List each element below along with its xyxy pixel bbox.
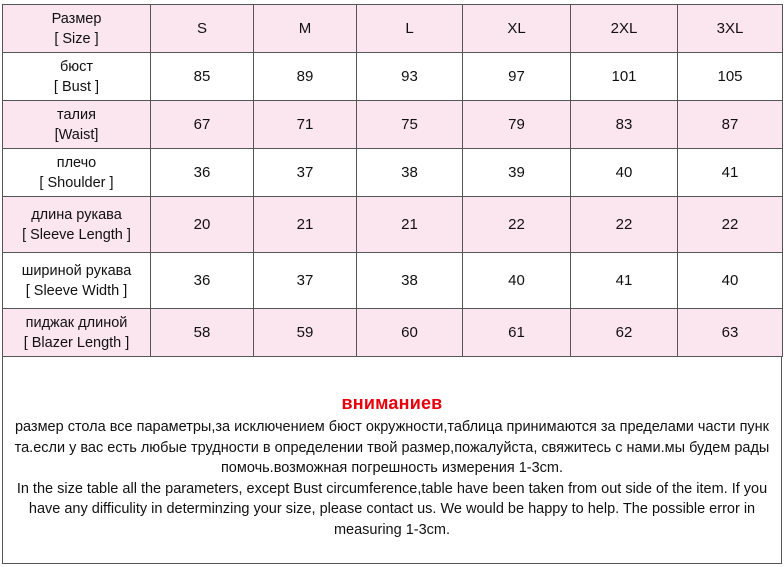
header-label: Размер (51, 10, 102, 27)
row-label-cell (3, 149, 151, 197)
table-cell: 21 (357, 197, 463, 253)
size-header-m: M (254, 5, 357, 53)
table-cell: 85 (151, 53, 254, 101)
header-label-cell (3, 5, 151, 53)
table-cell: 59 (254, 309, 357, 357)
table-cell: 71 (254, 101, 357, 149)
table-cell: 41 (678, 149, 783, 197)
size-header-2xl: 2XL (571, 5, 678, 53)
table-cell: 22 (571, 197, 678, 253)
table-cell: 39 (463, 149, 571, 197)
table-cell: 36 (151, 253, 254, 309)
table-cell: 79 (463, 101, 571, 149)
row-label-cell (3, 53, 151, 101)
table-cell: 101 (571, 53, 678, 101)
table-cell: 62 (571, 309, 678, 357)
size-header-s: S (151, 5, 254, 53)
size-chart-table (2, 4, 783, 357)
table-cell: 58 (151, 309, 254, 357)
table-cell: 83 (571, 101, 678, 149)
table-row-sleeve-width (3, 253, 783, 309)
table-cell: 41 (571, 253, 678, 309)
table-cell: 87 (678, 101, 783, 149)
row-label-cell (3, 101, 151, 149)
table-cell: 36 (151, 149, 254, 197)
header-label-en: [ Size ] (54, 30, 99, 47)
table-row-shoulder (3, 149, 783, 197)
table-row-bust (3, 53, 783, 101)
size-header-3xl: 3XL (678, 5, 783, 53)
row-label-en: [ Sleeve Length ] (22, 226, 131, 243)
attention-title: вниманиев (341, 393, 443, 413)
table-row-waist (3, 101, 783, 149)
table-cell: 37 (254, 253, 357, 309)
row-label: длина рукава (31, 206, 122, 223)
table-cell: 89 (254, 53, 357, 101)
row-label: талия (57, 106, 96, 123)
table-cell: 97 (463, 53, 571, 101)
table-cell: 75 (357, 101, 463, 149)
note-line: measuring 1-3cm. (333, 521, 451, 538)
table-cell: 20 (151, 197, 254, 253)
row-label-en: [ Sleeve Width ] (25, 282, 128, 299)
row-label-en: [ Blazer Length ] (23, 334, 130, 351)
table-cell: 40 (678, 253, 783, 309)
attention-note-box (2, 357, 782, 564)
row-label: бюст (59, 58, 94, 75)
table-cell: 60 (357, 309, 463, 357)
table-cell: 67 (151, 101, 254, 149)
table-cell: 40 (463, 253, 571, 309)
attention-text (9, 417, 775, 541)
table-cell: 61 (463, 309, 571, 357)
row-label-en: [ Shoulder ] (39, 174, 114, 191)
row-label: пиджак длиной (25, 314, 128, 331)
table-cell: 40 (571, 149, 678, 197)
note-line: та.если у вас есть любые трудности в определении твой размер,пожалуйста, свяжитесь с нами.мы будем рады (14, 439, 770, 456)
row-label-cell (3, 309, 151, 357)
note-line: размер стола все параметры,за исключением бюст окружности,таблица принимаются за пределами части пунк (14, 419, 770, 435)
table-cell: 38 (357, 253, 463, 309)
table-header-row (3, 5, 783, 53)
row-label-en: [ Bust ] (53, 78, 100, 95)
row-label-en: [Waist] (54, 126, 99, 143)
table-cell: 21 (254, 197, 357, 253)
table-cell: 37 (254, 149, 357, 197)
note-line: In the size table all the parameters, except Bust circumference,table have been taken from out side of the item. If you (16, 480, 768, 497)
table-cell: 22 (678, 197, 783, 253)
note-line: помочь.возможная погрешность измерения 1-3cm. (220, 460, 564, 477)
table-cell: 93 (357, 53, 463, 101)
table-row-blazer-length (3, 309, 783, 357)
table-cell: 105 (678, 53, 783, 101)
row-label-cell (3, 197, 151, 253)
table-cell: 22 (463, 197, 571, 253)
table-cell: 38 (357, 149, 463, 197)
table-row-sleeve-length (3, 197, 783, 253)
size-header-xl: XL (463, 5, 571, 53)
row-label: шириной рукава (21, 262, 132, 279)
row-label-cell (3, 253, 151, 309)
row-label: плечо (56, 154, 97, 171)
table-cell: 63 (678, 309, 783, 357)
note-line: have any difficulity in determinzing your size, please contact us. We would be happy to help. The possible error in (28, 501, 756, 518)
size-header-l: L (357, 5, 463, 53)
